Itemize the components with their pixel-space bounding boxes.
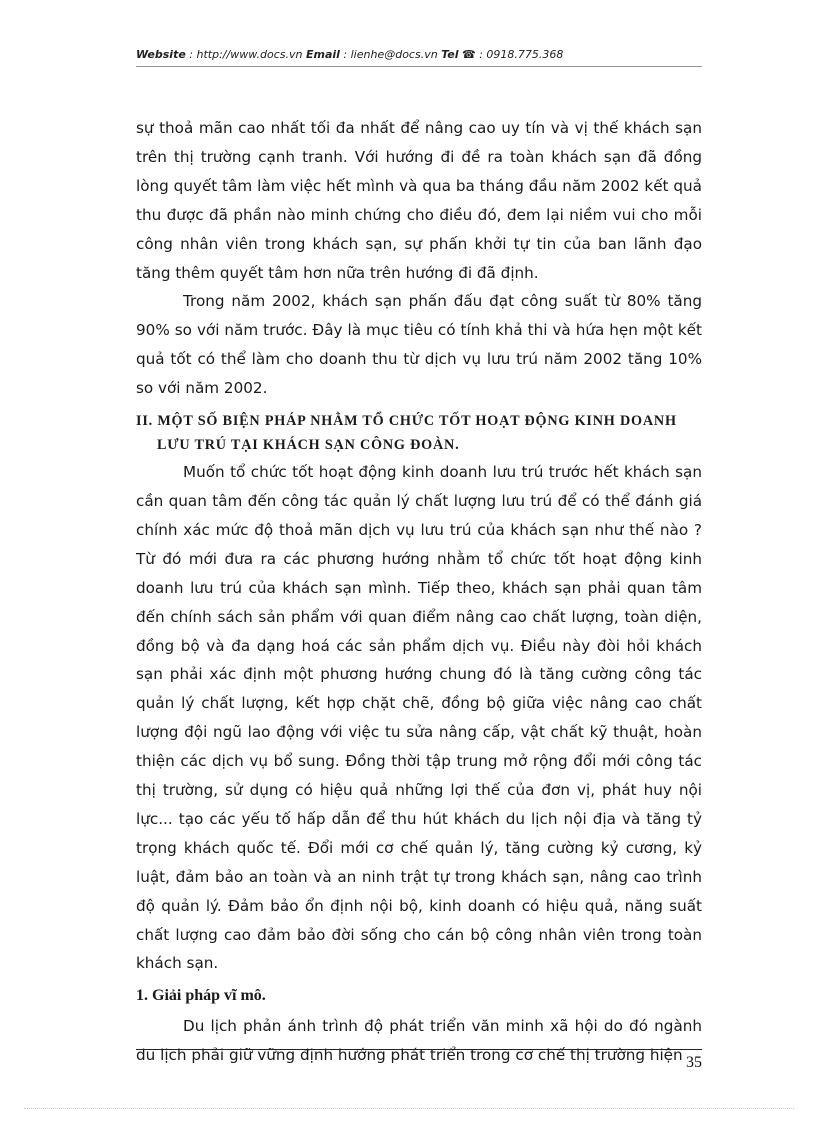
section-heading-ii: II. MỘT SỐ BIỆN PHÁP NHẰM TỔ CHỨC TỐT HOẠT ĐỘNG KINH DOANH LƯU TRÚ TẠI KHÁCH SẠN CÔNG ĐOÀN. bbox=[136, 413, 677, 454]
paragraph-4: Du lịch phản ánh trình độ phát triển văn minh xã hội do đó ngành du lịch phải giữ vững định hướng phát triển trong cơ chế thị trường hiện bbox=[136, 1017, 702, 1065]
phone-icon: ☎ bbox=[462, 48, 476, 61]
tel-label: Tel bbox=[441, 48, 459, 61]
website-label: Website bbox=[136, 48, 186, 61]
header-rule bbox=[136, 66, 702, 67]
page-edge-dotted-line bbox=[24, 1108, 794, 1109]
page-number: 35 bbox=[686, 1054, 702, 1071]
tel-number: : 0918.775.368 bbox=[475, 48, 564, 61]
footer-rule bbox=[136, 1049, 702, 1050]
email-label: Email bbox=[305, 48, 340, 61]
sub-heading-1: 1. Giải pháp vĩ mô. bbox=[136, 987, 266, 1005]
website-url: : http://www.docs.vn bbox=[185, 48, 306, 61]
paragraph-2: Trong năm 2002, khách sạn phấn đấu đạt công suất từ 80% tăng 90% so với năm trước. Đây là mục tiêu có tính khả thi và hứa hẹn một kết quả tốt có thể làm cho doanh thu từ dịch vụ lưu trú năm 2002 tăng 10% so với năm 2002. bbox=[136, 292, 702, 398]
paragraph-1: sự thoả mãn cao nhất tối đa nhất để nâng cao uy tín và vị thế khách sạn trên thị trường cạnh tranh. Với hướng đi đề ra toàn khách sạn đã đồng lòng quyết tâm làm việc hết mình và qua ba tháng đầu năm 2002 kết quả thu được đã phần nào minh chứng cho điều đó, đem lại niềm vui cho mỗi công nhân viên trong khách sạn, sự phấn khởi tự tin của ban lãnh đạo tăng thêm quyết tâm hơn nữa trên hướng đi đã định. bbox=[136, 119, 702, 282]
page-header bbox=[136, 48, 702, 61]
document-body bbox=[136, 114, 702, 1070]
email-address: : lienhe@docs.vn bbox=[339, 48, 442, 61]
paragraph-3: Muốn tổ chức tốt hoạt động kinh doanh lưu trú trước hết khách sạn cần quan tâm đến công tác quản lý chất lượng lưu trú để có thể đánh giá chính xác mức độ thoả mãn dịch vụ lưu trú của khách sạn như thế nào ? Từ đó mới đưa ra các phương hướng nhằm tổ chức tốt hoạt động kinh doanh lưu trú của khách sạn mình. Tiếp theo, khách sạn phải quan tâm đến chính sách sản phẩm với quan điểm nâng cao chất lượng, toàn diện, đồng bộ và đa dạng hoá các sản phẩm dịch vụ. Điều này đòi hỏi khách sạn phải xác định một phương hướng chung đó là tăng cường công tác quản lý chất lượng, kết hợp chặt chẽ, đồng bộ giữa việc nâng cao chất lượng đội ngũ lao động với việc tu sửa nâng cấp, vật chất kỹ thuật, hoàn thiện các dịch vụ bổ sung. Đồng thời tập trung mở rộng đổi mới công tác thị trường, sử dụng có hiệu quả những lợi thế của đơn vị, phát huy nội lực... tạo các yếu tố hấp dẫn để thu hút khách du lịch nội địa và tăng tỷ trọng khách quốc tế. Đổi mới cơ chế quản lý, tăng cường kỷ cương, kỷ luật, đảm bảo an toàn và an ninh trật tự trong khách sạn, nâng cao trình độ quản lý. Đảm bảo ổn định nội bộ, kinh doanh có hiệu quả, năng suất chất lượng cao đảm bảo đời sống cho cán bộ công nhân viên trong toàn khách sạn. bbox=[136, 463, 702, 973]
